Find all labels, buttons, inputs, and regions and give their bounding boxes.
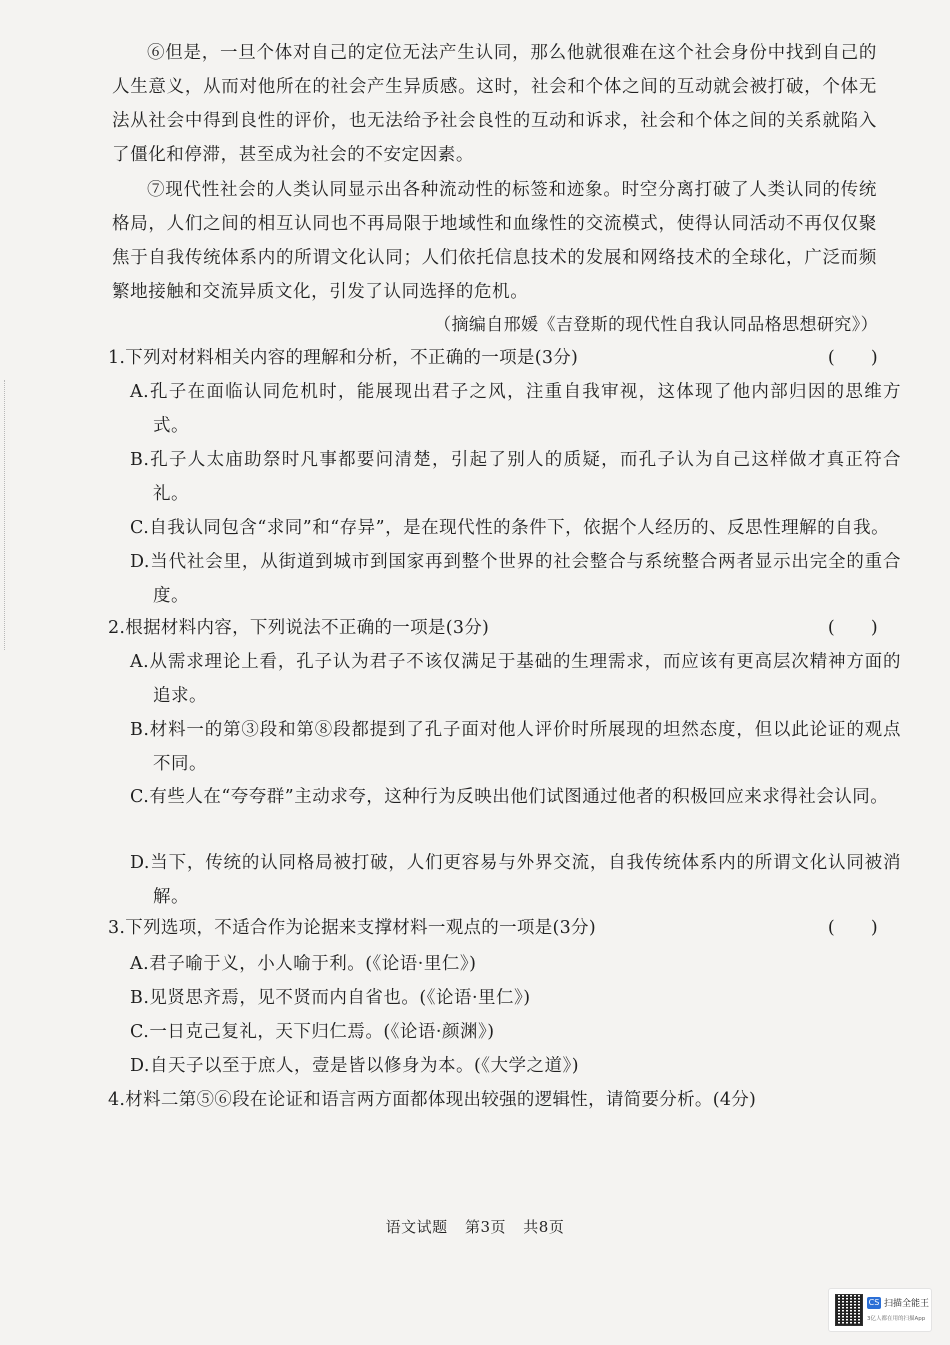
question-1-option-b: B.孔子人太庙助祭时凡事都要问清楚，引起了别人的质疑，而孔子认为自己这样做才真正符合礼。 — [130, 450, 901, 504]
question-2-option-d: D.当下，传统的认同格局被打破，人们更容易与外界交流，自我传统体系内的所谓文化认同被消解。 — [130, 853, 901, 907]
question-2-option-a: A.从需求理论上看，孔子认为君子不该仅满足于基础的生理需求，而应该有更高层次精神方面的追求。 — [130, 652, 901, 706]
answer-bracket: ( ) — [827, 348, 878, 368]
passage-paragraph-6: ⑥但是，一旦个体对自己的定位无法产生认同，那么他就很难在这个社会身份中找到自己的人生意义，从而对他所在的社会产生异质感。这时，社会和个体之间的互动就会被打破，个体无法从社会中得到良性的评价，也无法给予社会良性的互动和诉求，社会和个体之间的关系就陷入了僵化和停滞，甚至成为社会的不安定因素。 — [112, 43, 877, 165]
question-2-option-c: C.有些人在“夸夸群”主动求夸，这种行为反映出他们试图通过他者的积极回应来求得社会认同。 — [130, 787, 889, 807]
binding-margin-dots — [4, 380, 7, 650]
question-1-option-c: C.自我认同包含“求同”和“存异”，是在现代性的条件下，依据个人经历的、反思性理解的自我。 — [130, 518, 890, 538]
question-1-option-a: A.孔子在面临认同危机时，能展现出君子之风，注重自我审视，这体现了他内部归因的思维方式。 — [130, 382, 901, 436]
question-3-option-a: A.君子喻于义，小人喻于利。(《论语·里仁》) — [130, 954, 477, 974]
question-3-option-c: C.一日克己复礼，天下归仁焉。(《论语·颜渊》) — [130, 1022, 495, 1042]
scanner-tagline: 3亿人都在用的扫描App — [867, 1316, 926, 1322]
answer-bracket: ( ) — [827, 918, 878, 938]
question-3-stem — [108, 913, 878, 943]
scanner-watermark — [828, 1288, 932, 1332]
camscanner-logo: CS — [868, 1298, 880, 1307]
answer-bracket: ( ) — [827, 618, 878, 638]
question-stem-text: 1.下列对材料相关内容的理解和分析，不正确的一项是(3分) — [108, 348, 579, 368]
question-4-stem — [108, 1085, 878, 1115]
scanner-app-name: 扫描全能王 — [884, 1299, 930, 1309]
passage-paragraph-7: ⑦现代性社会的人类认同显示出各种流动性的标签和迹象。时空分离打破了人类认同的传统格局，人们之间的相互认同也不再局限于地域性和血缘性的交流模式，使得认同活动不再仅仅聚焦于自我传统体系内的所谓文化认同；人们依托信息技术的发展和网络技术的全球化，广泛而频繁地接触和交流异质文化，引发了认同选择的危机。 — [112, 180, 877, 302]
question-3-option-b: B.见贤思齐焉，见不贤而内自省也。(《论语·里仁》) — [130, 988, 531, 1008]
page-footer — [0, 1216, 950, 1237]
question-stem-text: 2.根据材料内容，下列说法不正确的一项是(3分) — [108, 618, 490, 638]
passage-source: （摘编自邢媛《吉登斯的现代性自我认同品格思想研究》） — [434, 315, 878, 335]
footer-page-number: 第3页 — [464, 1218, 506, 1236]
question-stem-text: 4.材料二第⑤⑥段在论证和语言两方面都体现出较强的逻辑性，请简要分析。(4分) — [108, 1090, 757, 1110]
footer-subject: 语文试题 — [385, 1218, 448, 1236]
question-3-option-d: D.自天子以至于庶人，壹是皆以修身为本。(《大学之道》) — [130, 1056, 580, 1076]
question-stem-text: 3.下列选项，不适合作为论据来支撑材料一观点的一项是(3分) — [108, 918, 596, 938]
question-1-option-d: D.当代社会里，从街道到城市到国家再到整个世界的社会整合与系统整合两者显示出完全的重合度。 — [130, 552, 901, 606]
question-1-stem — [108, 343, 878, 373]
footer-total-pages: 共8页 — [523, 1218, 565, 1236]
qr-code-icon — [835, 1294, 863, 1326]
question-2-stem — [108, 613, 878, 643]
question-2-option-b: B.材料一的第③段和第⑧段都提到了孔子面对他人评价时所展现的坦然态度，但以此论证的观点不同。 — [130, 720, 901, 774]
